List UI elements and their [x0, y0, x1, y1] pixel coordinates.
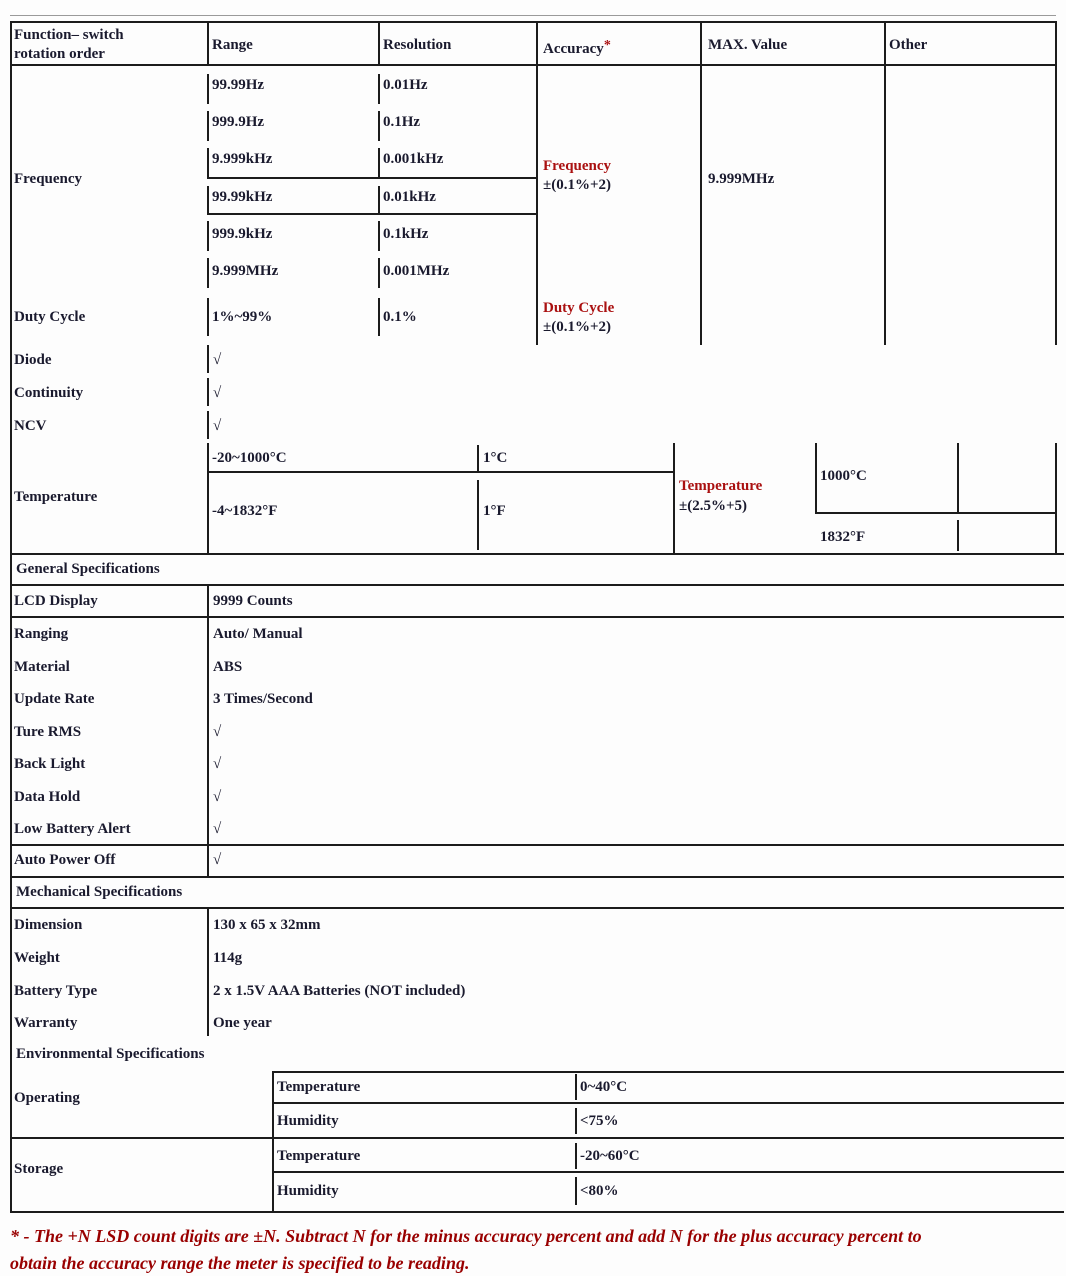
mechanical-value-3: One year: [213, 1015, 272, 1031]
general-label-8: Auto Power Off: [14, 852, 116, 868]
frequency-resolution-0: 0.01Hz: [383, 77, 428, 93]
grid-line: [207, 148, 209, 178]
grid-line: [957, 443, 959, 512]
frequency-accuracy-name: Frequency: [543, 158, 612, 174]
grid-line: [207, 378, 209, 406]
storage-value-1: <80%: [580, 1183, 619, 1199]
grid-line: [378, 74, 380, 104]
grid-line: [207, 471, 675, 473]
general-value-7: √: [213, 821, 222, 837]
frequency-resolution-2: 0.001kHz: [383, 151, 444, 167]
section-title-general: General Specifications: [16, 561, 160, 577]
temperature-range-c: -20~1000°C: [212, 450, 287, 466]
frequency-resolution-4: 0.1kHz: [383, 226, 429, 242]
storage-label-1: Humidity: [277, 1183, 339, 1199]
grid-line: [207, 298, 209, 336]
grid-line: [10, 64, 1057, 66]
section-title-environmental: Environmental Specifications: [16, 1046, 205, 1062]
grid-line: [957, 520, 959, 551]
general-value-8: √: [213, 852, 222, 868]
grid-line: [378, 221, 380, 251]
general-label-2: Material: [14, 659, 70, 675]
grid-line: [477, 445, 479, 471]
grid-line: [207, 258, 209, 288]
grid-line: [207, 584, 209, 876]
mechanical-label-1: Weight: [14, 950, 60, 966]
frequency-range-2: 9.999kHz: [212, 151, 273, 167]
general-label-4: Ture RMS: [14, 724, 82, 740]
temperature-accuracy-name: Temperature: [679, 478, 763, 494]
mechanical-value-0: 130 x 65 x 32mm: [213, 917, 321, 933]
grid-line: [575, 1108, 577, 1134]
grid-line: [207, 111, 209, 141]
general-value-4: √: [213, 724, 222, 740]
row-label-storage: Storage: [14, 1161, 64, 1177]
duty-cycle-accuracy-name: Duty Cycle: [543, 300, 615, 316]
grid-line: [700, 21, 702, 345]
header-function-line2: rotation order: [14, 46, 105, 62]
grid-line: [207, 345, 209, 373]
frequency-accuracy-value: ±(0.1%+2): [543, 177, 612, 193]
grid-line: [1055, 443, 1057, 553]
ncv-check: √: [213, 418, 222, 434]
mechanical-value-2: 2 x 1.5V AAA Batteries (NOT included): [213, 983, 466, 999]
header-function-line1: Function– switch: [14, 27, 124, 43]
general-label-5: Back Light: [14, 756, 86, 772]
operating-value-1: <75%: [580, 1113, 619, 1129]
frequency-resolution-3: 0.01kHz: [383, 189, 436, 205]
operating-label-0: Temperature: [277, 1079, 361, 1095]
header-other: Other: [889, 37, 928, 53]
footnote-line2: obtain the accuracy range the meter is specified to be reading.: [10, 1253, 470, 1273]
temperature-max-f: 1832°F: [820, 529, 866, 545]
grid-line: [10, 21, 12, 1213]
row-label-continuity: Continuity: [14, 385, 84, 401]
general-value-2: ABS: [213, 659, 243, 675]
grid-line: [207, 213, 537, 215]
row-label-operating: Operating: [14, 1090, 80, 1106]
grid-line: [10, 15, 1056, 16]
temperature-accuracy-value: ±(2.5%+5): [679, 498, 748, 514]
general-value-1: Auto/ Manual: [213, 626, 303, 642]
duty-cycle-resolution: 0.1%: [383, 309, 417, 325]
frequency-range-4: 999.9kHz: [212, 226, 273, 242]
grid-line: [575, 1143, 577, 1169]
grid-line: [378, 186, 380, 214]
grid-line: [815, 443, 817, 512]
grid-line: [207, 221, 209, 251]
general-label-3: Update Rate: [14, 691, 95, 707]
diode-check: √: [213, 352, 222, 368]
header-max-value: MAX. Value: [708, 37, 788, 53]
footnote-line1: * - The +N LSD count digits are ±N. Subtract N for the minus accuracy percent and add N for the plus accuracy percent to: [10, 1226, 922, 1246]
grid-line: [378, 111, 380, 141]
general-value-6: √: [213, 789, 222, 805]
duty-cycle-accuracy-value: ±(0.1%+2): [543, 319, 612, 335]
grid-line: [536, 21, 538, 345]
operating-label-1: Humidity: [277, 1113, 339, 1129]
row-label-temperature: Temperature: [14, 489, 98, 505]
header-function: [14, 26, 124, 64]
general-label-1: Ranging: [14, 626, 69, 642]
frequency-range-5: 9.999MHz: [212, 263, 279, 279]
row-label-ncv: NCV: [14, 418, 47, 434]
temperature-range-f: -4~1832°F: [212, 503, 278, 519]
grid-line: [10, 844, 1064, 846]
frequency-range-3: 99.99kHz: [212, 189, 273, 205]
general-label-6: Data Hold: [14, 789, 81, 805]
general-label-0: LCD Display: [14, 593, 98, 609]
frequency-range-1: 999.9Hz: [212, 114, 265, 130]
general-value-3: 3 Times/Second: [213, 691, 313, 707]
grid-line: [10, 584, 1064, 586]
frequency-resolution-5: 0.001MHz: [383, 263, 450, 279]
grid-line: [207, 74, 209, 104]
grid-line: [272, 1071, 274, 1137]
grid-line: [207, 21, 209, 66]
continuity-check: √: [213, 385, 222, 401]
storage-value-0: -20~60°C: [580, 1148, 640, 1164]
row-label-diode: Diode: [14, 352, 52, 368]
grid-line: [673, 443, 675, 553]
grid-line: [10, 876, 1064, 878]
general-value-5: √: [213, 756, 222, 772]
frequency-max-value: 9.999MHz: [708, 171, 775, 187]
grid-line: [10, 1211, 1064, 1213]
section-title-mechanical: Mechanical Specifications: [16, 884, 183, 900]
grid-line: [10, 1137, 1064, 1139]
grid-line: [272, 1102, 1064, 1104]
frequency-range-0: 99.99Hz: [212, 77, 265, 93]
general-label-7: Low Battery Alert: [14, 821, 131, 837]
grid-line: [272, 1139, 274, 1211]
grid-line: [378, 148, 380, 178]
grid-line: [1055, 21, 1057, 345]
temperature-resolution-f: 1°F: [483, 503, 506, 519]
header-range: Range: [212, 37, 253, 53]
grid-line: [10, 21, 1057, 23]
frequency-resolution-1: 0.1Hz: [383, 114, 421, 130]
grid-line: [884, 21, 886, 345]
row-label-frequency: Frequency: [14, 171, 83, 187]
grid-line: [477, 480, 479, 550]
grid-line: [10, 907, 1064, 909]
duty-cycle-range: 1%~99%: [212, 309, 273, 325]
storage-label-0: Temperature: [277, 1148, 361, 1164]
grid-line: [207, 443, 209, 553]
grid-line: [272, 1071, 1064, 1073]
accuracy-asterisk: *: [603, 38, 611, 53]
mechanical-label-2: Battery Type: [14, 983, 98, 999]
grid-line: [575, 1177, 577, 1205]
header-resolution: Resolution: [383, 37, 452, 53]
grid-line: [10, 616, 1064, 618]
row-label-duty-cycle: Duty Cycle: [14, 309, 86, 325]
grid-line: [378, 21, 380, 66]
grid-line: [207, 411, 209, 439]
temperature-max-c: 1000°C: [820, 468, 867, 484]
grid-line: [272, 1171, 1064, 1173]
grid-line: [815, 512, 1057, 514]
header-accuracy: [543, 36, 611, 59]
grid-line: [378, 298, 380, 336]
mechanical-label-3: Warranty: [14, 1015, 78, 1031]
mechanical-label-0: Dimension: [14, 917, 83, 933]
temperature-resolution-c: 1°C: [483, 450, 508, 466]
grid-line: [10, 553, 1064, 555]
grid-line: [378, 258, 380, 288]
grid-line: [207, 177, 537, 179]
header-accuracy-label: Accuracy: [543, 41, 604, 57]
general-value-0: 9999 Counts: [213, 593, 293, 609]
mechanical-value-1: 114g: [213, 950, 243, 966]
operating-value-0: 0~40°C: [580, 1079, 628, 1095]
grid-line: [575, 1074, 577, 1100]
grid-line: [207, 907, 209, 1036]
grid-line: [207, 186, 209, 214]
